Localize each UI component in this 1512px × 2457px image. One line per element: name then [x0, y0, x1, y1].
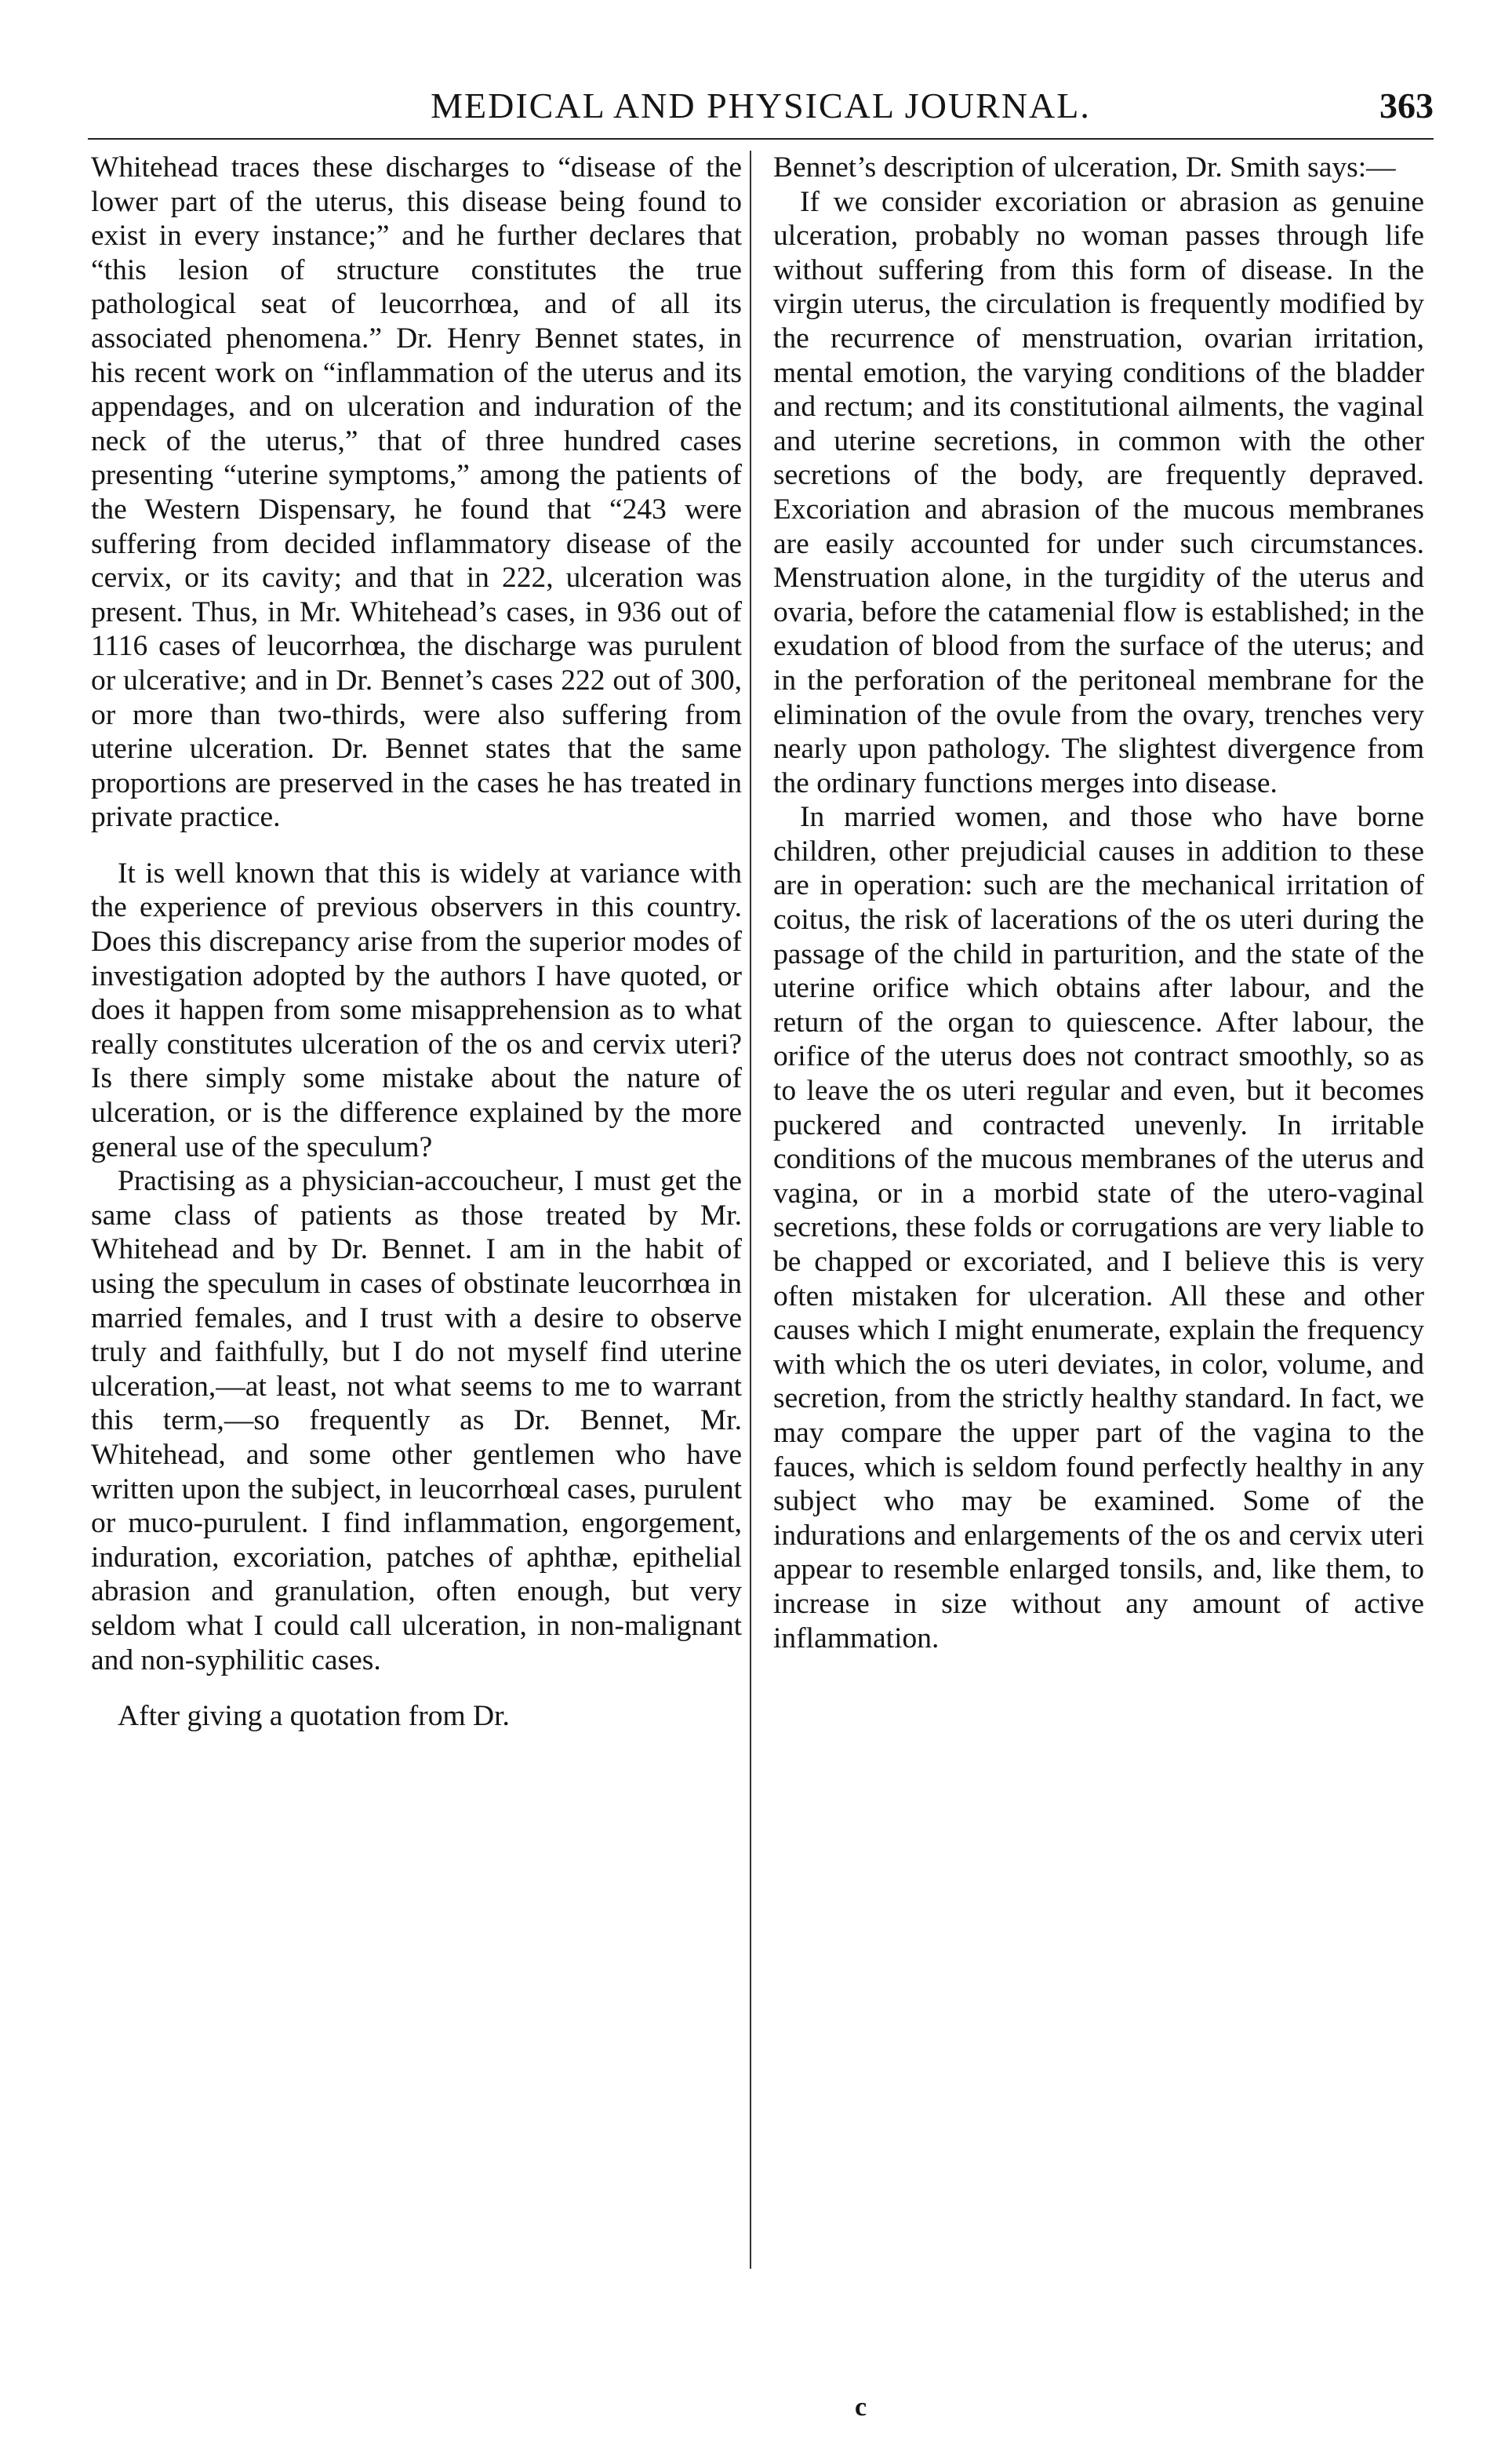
running-head: MEDICAL AND PHYSICAL JOURNAL.: [431, 86, 1091, 126]
paragraph: It is well known that this is widely at variance with the experience of previous observers in this country. Does this discrepancy arise from the superior modes of investigation adopted by the authors I have quoted, or does it happen from some misapprehension as to what really constitutes ulceration of the os and cervix uteri? Is there simply some mistake about the nature of ulceration, or is the difference explained by the more general use of the speculum?: [91, 857, 742, 1163]
left-column: [91, 151, 742, 1734]
page-number: 363: [1379, 86, 1434, 126]
page-header: [88, 85, 1434, 135]
paragraph: Bennet’s description of ulceration, Dr. Smith says:—: [773, 151, 1396, 184]
paragraph: After giving a quotation from Dr.: [118, 1700, 510, 1733]
signature-mark: c: [855, 2393, 867, 2422]
quoted-paragraph: In married women, and those who have borne children, other prejudicial causes in addition to these are in operation: such are the mechanical irritation of coitus, the risk of lacerations of the os uteri during the passage of the child in parturition, and the state of the uterine orifice which obtains after labour, and the return of the organ to quiescence. After labour, the orifice of the uterus does not contract smoothly, so as to leave the os uteri regular and even, but it becomes puckered and contracted unevenly. In irritable conditions of the mucous membranes of the uterus and vagina, or in a morbid state of the utero-vaginal secretions, these folds or corrugations are very liable to be chapped or excoriated, and I believe this is very often mistaken for ulceration. All these and other causes which I might enumerate, explain the frequency with which the os uteri deviates, in color, volume, and secretion, from the strictly healthy standard. In fact, we may compare the upper part of the vagina to the fauces, which is seldom found perfectly healthy in any subject who may be examined. Some of the indurations and enlargements of the os and cervix uteri appear to resemble enlarged tonsils, and, like them, to increase in size without any amount of active inflammation.: [773, 801, 1424, 1654]
paragraph: Whitehead traces these discharges to “disease of the lower part of the uterus, this disease being found to exist in every instance;” and he further declares that “this lesion of structure constitutes the true pathological seat of leucorrhœa, and of all its associated phenomena.” Dr. Henry Bennet states, in his recent work on “inflammation of the uterus and its appendages, and on ulceration and induration of the neck of the uterus,” that of three hundred cases presenting “uterine symptoms,” among the patients of the Western Dispensary, he found that “243 were suffering from decided inflammatory disease of the cervix, or its cavity; and that in 222, ulceration was present. Thus, in Mr. Whitehead’s cases, in 936 out of 1116 cases of leucorrhœa, the discharge was purulent or ulcerative; and in Dr. Bennet’s cases 222 out of 300, or more than two-thirds, were also suffering from uterine ulceration. Dr. Bennet states that the same proportions are preserved in the cases he has treated in private practice.: [91, 151, 742, 834]
paragraph: Practising as a physician-accoucheur, I must get the same class of patients as those treated by Mr. Whitehead and by Dr. Bennet. I am in the habit of using the speculum in cases of obstinate leucorrhœa in married females, and I trust with a desire to observe truly and faithfully, but I do not myself find uterine ulceration,—at least, not what seems to me to warrant this term,—so frequently as Dr. Bennet, Mr. Whitehead, and some other gentlemen who have written upon the subject, in leucorrhœal cases, purulent or muco-purulent. I find inflammation, engorgement, induration, excoriation, patches of aphthæ, epithelial abrasion and granulation, often enough, but very seldom what I could call ulceration, in non-malignant and non-syphilitic cases.: [91, 1165, 742, 1676]
quoted-paragraph: If we consider excoriation or abrasion as genuine ulceration, probably no woman passes through life without suffering from this form of disease. In the virgin uterus, the circulation is frequently modified by the recurrence of menstruation, ovarian irritation, mental emotion, the varying conditions of the bladder and rectum; and its constitutional ailments, the vaginal and uterine secretions, in common with the other secretions of the body, are frequently depraved. Excoriation and abrasion of the mucous membranes are easily accounted for under such circumstances. Menstruation alone, in the turgidity of the uterus and ovaria, before the catamenial flow is established; in the exudation of blood from the surface of the uterus; and in the perforation of the peritoneal membrane for the elimination of the ovule from the ovary, trenches very nearly upon pathology. The slightest divergence from the ordinary functions merges into disease.: [773, 185, 1424, 799]
right-column: [773, 151, 1424, 1655]
column-divider: [750, 151, 751, 2269]
header-rule: [88, 138, 1434, 140]
